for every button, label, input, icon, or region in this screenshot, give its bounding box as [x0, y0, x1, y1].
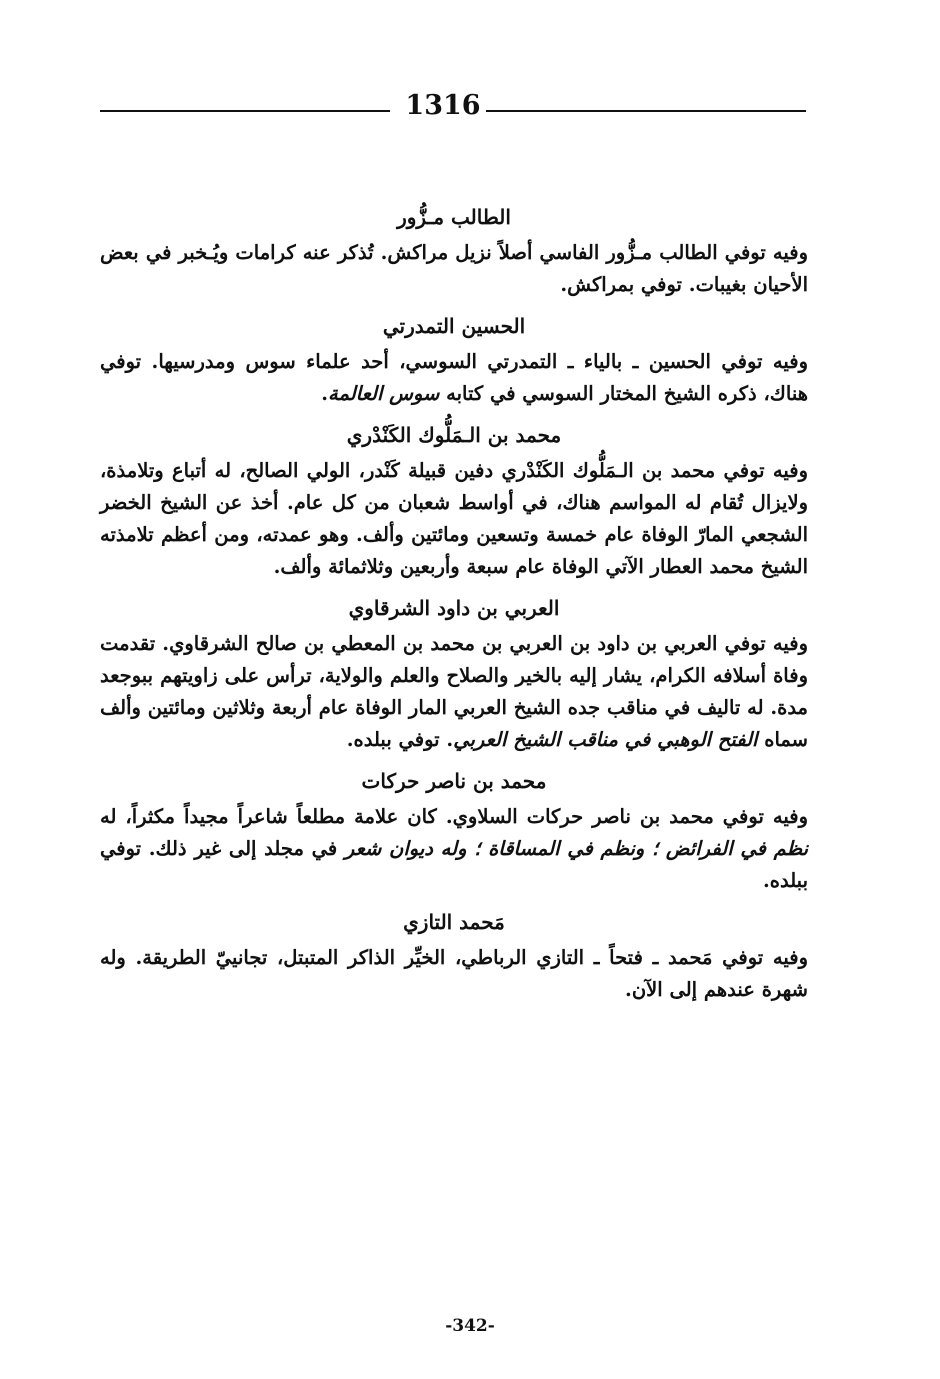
entry-title: محمد بن ناصر حركات: [361, 769, 547, 793]
header-rule-right: [486, 110, 806, 112]
entry-text: [100, 801, 808, 897]
entry: [100, 200, 808, 301]
book-title: نظم في الفرائض ؛ ونظم في المساقاة ؛ وله ديوان شعر: [344, 837, 808, 860]
entry-text-part: في مجلد إلى غير ذلك. توفي ببلده.: [100, 837, 808, 892]
entry: [100, 591, 808, 756]
page-body: [100, 200, 808, 1014]
header-rule-left: [100, 110, 390, 112]
page-header: [100, 86, 806, 130]
entry-text: وفيه توفي الطالب مـزُّور الفاسي أصلاً نزيل مراكش. تُذكر عنه كرامات ويُـخبر في بعض الأحيان بغيبات. توفي بمراكش.: [100, 241, 808, 296]
page-number: -342-: [445, 1316, 495, 1336]
entry-title: العربي بن داود الشرقاوي: [348, 596, 560, 620]
entry: [100, 418, 808, 583]
entry-text-part: وفيه توفي الحسين ـ بالياء ـ التمدرتي السوسي، أحد علماء سوس ومدرسيها. توفي هناك، ذكره الشيخ المختار السوسي في كتابه: [100, 350, 808, 405]
entry-text-part: وفيه توفي العربي بن داود بن العربي بن محمد بن المعطي بن صالح الشرقاوي. تقدمت وفاة أسلافه الكرام، يشار إليه بالخير والصلاح والعلم والولاية، ترأس على زاويتهم ببوجعد مدة. له تاليف في مناقب جده الشيخ العربي المار الوفاة عام أربعة وثلاثين ومائتين وألف سماه: [100, 632, 808, 751]
entry-text: [100, 628, 808, 756]
entry: [100, 309, 808, 410]
entry-text: وفيه توفي محمد بن الـمَلُّوك الكَنْدْري دفين قبيلة كَنْدر، الولي الصالح، له أتباع وتلامذة، ولايزال تُقام له المواسم هناك، في أواسط شعبان من كل عام. أخذ عن الشيخ الخضر الشجعي المارّ الوفاة عام خمسة وتسعين ومائتين وألف. وهو عمدته، ومن أعظم تلامذته الشيخ محمد العطار الآتي الوفاة عام سبعة وأربعين وثلاثمائة وألف.: [100, 459, 808, 578]
entry: [100, 764, 808, 897]
entry-text-part: .: [321, 382, 328, 405]
entry-text: وفيه توفي مَحمد ـ فتحاً ـ التازي الرباطي، الخيِّر الذاكر المتبتل، تجانييّ الطريقة. وله شهرة عندهم إلى الآن.: [100, 946, 808, 1001]
book-title: الفتح الوهبي في مناقب الشيخ العربي: [453, 728, 758, 751]
entry-text: [100, 346, 808, 410]
entry-text-part: . توفي ببلده.: [346, 728, 454, 751]
entry-title: محمد بن الـمَلُّوك الكَنْدْري: [346, 423, 562, 447]
entry-title: الطالب مـزُّور: [397, 205, 511, 229]
entry-text-part: وفيه توفي محمد بن ناصر حركات السلاوي. كان علامة مطلعاً شاعراً مجيداً مكثراً، له: [100, 805, 808, 828]
entry-title: الحسين التمدرتي: [382, 314, 526, 338]
header-year: 1316: [405, 90, 481, 121]
entry-title: مَحمد التازي: [403, 910, 505, 934]
book-title: سوس العالمة: [327, 382, 440, 405]
entry: [100, 905, 808, 1006]
